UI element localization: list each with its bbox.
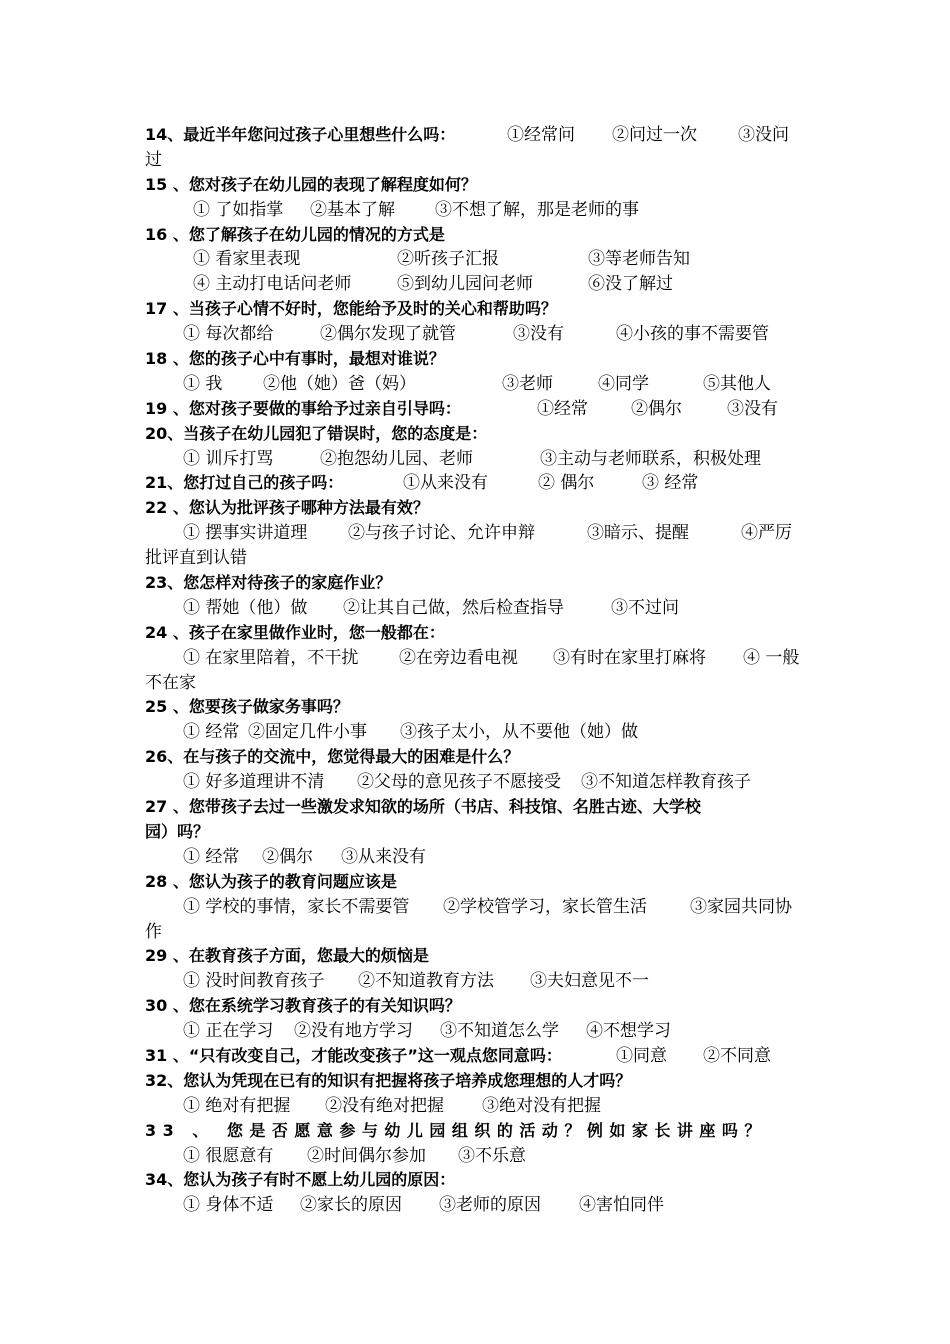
option: 不在家	[145, 672, 196, 693]
option: ②没有地方学习	[294, 1021, 413, 1042]
option: ④同学	[598, 373, 649, 394]
question-20-options	[145, 447, 810, 472]
option: ②让其自己做，然后检查指导	[343, 597, 564, 618]
question-15	[145, 173, 810, 198]
option: ③主动与老师联系，积极处理	[540, 448, 761, 469]
question-33	[145, 1119, 810, 1144]
option: ①同意	[616, 1045, 667, 1066]
question-30-text: 30 、您在系统学习教育孩子的有关知识吗？	[145, 996, 461, 1016]
question-19-text: 19 、您对孩子要做的事给予过亲自引导吗：	[145, 398, 461, 418]
option: ② 偶尔	[538, 473, 595, 494]
question-32-options	[145, 1094, 810, 1119]
question-29	[145, 944, 810, 969]
option: ③有时在家里打麻将	[553, 647, 706, 668]
question-27-options	[145, 845, 810, 870]
option: ②与孩子讨论、允许申辩	[348, 523, 535, 544]
question-16	[145, 223, 810, 248]
option: ②不知道教育方法	[358, 971, 494, 992]
question-22-wrap	[145, 546, 810, 571]
option: ① 每次都给	[183, 324, 274, 345]
option: ① 没时间教育孩子	[183, 971, 325, 992]
option: ①经常问	[507, 125, 575, 145]
question-16-text: 16 、您了解孩子在幼儿园的情况的方式是	[145, 224, 445, 244]
option: ③不知道怎样教育孩子	[581, 772, 751, 793]
option: ②父母的意见孩子不愿接受	[357, 772, 561, 793]
option: ① 绝对有把握	[183, 1095, 291, 1116]
option: ① 身体不适	[183, 1195, 274, 1216]
option: ① 训斥打骂	[183, 448, 274, 469]
question-32-text: 32、您认为凭现在已有的知识有把握将孩子培养成您理想的人才吗？	[145, 1070, 632, 1090]
question-22	[145, 496, 810, 521]
option: ②抱怨幼儿园、老师	[320, 448, 473, 469]
option: ③孩子太小，从不要他（她）做	[400, 722, 638, 743]
option: ④ 主动打电话问老师	[193, 274, 352, 295]
option: ②学校管学习，家长管生活	[443, 896, 647, 917]
question-17-options	[145, 322, 810, 347]
option: ① 经常	[183, 722, 240, 743]
option: ① 帮她（他）做	[183, 597, 308, 618]
question-20-text: 20、当孩子在幼儿园犯了错误时，您的态度是：	[145, 423, 488, 443]
question-14-wrap	[145, 148, 810, 173]
option: ②家长的原因	[300, 1195, 402, 1216]
option: ②偶尔发现了就管	[320, 324, 456, 345]
option: ②听孩子汇报	[397, 249, 499, 270]
option: ②基本了解	[310, 199, 395, 220]
option: ②偶尔	[631, 398, 682, 419]
question-21-text: 21、您打过自己的孩子吗：	[145, 473, 344, 493]
option: ① 我	[183, 373, 223, 394]
question-19	[145, 397, 810, 422]
question-15-text: 15 、您对孩子在幼儿园的表现了解程度如何？	[145, 174, 477, 194]
question-24-wrap	[145, 671, 810, 696]
question-16-options-b	[145, 272, 810, 297]
option: ②固定几件小事	[248, 722, 367, 743]
question-25-options	[145, 720, 810, 745]
question-17	[145, 297, 810, 322]
option: ① 很愿意有	[183, 1145, 274, 1166]
question-27-text: 27 、您带孩子去过一些激发求知欲的场所（书店、科技馆、名胜古迹、大学校	[145, 797, 701, 817]
question-26-text: 26、在与孩子的交流中，您觉得最大的困难是什么？	[145, 747, 520, 767]
option: ③不知道怎么学	[440, 1021, 559, 1042]
question-27	[145, 795, 810, 820]
option: ①经常	[537, 398, 588, 419]
option: ②问过一次	[612, 125, 697, 145]
option: ②不同意	[703, 1045, 771, 1066]
question-34-text: 34、您认为孩子有时不愿上幼儿园的原因：	[145, 1170, 456, 1190]
option: ④害怕同伴	[579, 1195, 664, 1216]
questionnaire-page	[145, 123, 810, 1218]
option: ① 在家里陪着，不干扰	[183, 647, 359, 668]
question-31-text: 31 、“只有改变自己，才能改变孩子”这一观点您同意吗：	[145, 1045, 562, 1065]
question-34-options	[145, 1193, 810, 1218]
option: 作	[145, 921, 162, 942]
option: ③老师	[502, 373, 553, 394]
question-22-options	[145, 521, 810, 546]
question-27-text-cont: 园）吗？	[145, 821, 210, 841]
question-27-wrap	[145, 820, 810, 845]
question-25	[145, 695, 810, 720]
question-18-options	[145, 372, 810, 397]
option: 过	[145, 149, 162, 170]
option: ③等老师告知	[588, 249, 690, 270]
question-28-wrap	[145, 920, 810, 945]
question-28-text: 28 、您认为孩子的教育问题应该是	[145, 871, 397, 891]
question-24	[145, 621, 810, 646]
question-18	[145, 347, 810, 372]
question-24-text: 24 、孩子在家里做作业时，您一般都在：	[145, 622, 445, 642]
option: ③不乐意	[458, 1145, 526, 1166]
option: ① 了如指掌	[193, 199, 284, 220]
option: ⑤其他人	[703, 373, 771, 394]
question-23-options	[145, 596, 810, 621]
question-29-text: 29 、在教育孩子方面，您最大的烦恼是	[145, 946, 429, 966]
option: ③没问	[738, 125, 789, 145]
question-21	[145, 471, 810, 496]
option: ③不想了解，那是老师的事	[435, 199, 639, 220]
question-33-options	[145, 1144, 810, 1169]
option: ① 经常	[183, 846, 240, 867]
question-33-text: 33 、 您是否愿意参与幼儿园组织的活动？例如家长讲座吗？	[145, 1120, 767, 1140]
question-23-text: 23、您怎样对待孩子的家庭作业？	[145, 573, 392, 593]
option: ②在旁边看电视	[399, 647, 518, 668]
question-14	[145, 123, 810, 148]
option: ③没有	[513, 324, 564, 345]
option: ③从来没有	[341, 846, 426, 867]
question-26	[145, 745, 810, 770]
option: ④不想学习	[586, 1021, 671, 1042]
option: ③绝对没有把握	[482, 1095, 601, 1116]
option: ③家园共同协	[690, 896, 792, 917]
option: ③夫妇意见不一	[530, 971, 649, 992]
option: ① 摆事实讲道理	[183, 523, 308, 544]
option: ③老师的原因	[439, 1195, 541, 1216]
question-15-options	[145, 198, 810, 223]
option: ②他（她）爸（妈）	[263, 373, 416, 394]
question-16-options-a	[145, 247, 810, 272]
question-32	[145, 1069, 810, 1094]
option: ③暗示、提醒	[587, 523, 689, 544]
option: ②时间偶尔参加	[307, 1145, 426, 1166]
question-22-text: 22 、您认为批评孩子哪种方法最有效？	[145, 498, 429, 518]
question-23	[145, 571, 810, 596]
option: ⑤到幼儿园问老师	[397, 274, 533, 295]
option: ③ 经常	[642, 473, 699, 494]
question-20	[145, 422, 810, 447]
option: 批评直到认错	[145, 548, 247, 569]
question-28-options	[145, 895, 810, 920]
question-17-text: 17 、当孩子心情不好时，您能给予及时的关心和帮助吗？	[145, 299, 557, 319]
question-28	[145, 870, 810, 895]
question-25-text: 25 、您要孩子做家务事吗？	[145, 697, 349, 717]
question-30	[145, 994, 810, 1019]
option: ① 正在学习	[183, 1021, 274, 1042]
option: ① 好多道理讲不清	[183, 772, 325, 793]
option: ③不过问	[611, 597, 679, 618]
question-14-text: 14、最近半年您问过孩子心里想些什么吗：	[145, 125, 456, 144]
option: ②偶尔	[262, 846, 313, 867]
option: ④小孩的事不需要管	[616, 324, 769, 345]
option: ④严厉	[741, 523, 792, 544]
question-31	[145, 1044, 810, 1069]
option: ②没有绝对把握	[325, 1095, 444, 1116]
option: ⑥没了解过	[588, 274, 673, 295]
question-24-options	[145, 646, 810, 671]
option: ③没有	[727, 398, 778, 419]
question-26-options	[145, 770, 810, 795]
option: ① 学校的事情，家长不需要管	[183, 896, 410, 917]
question-18-text: 18 、您的孩子心中有事时，最想对谁说？	[145, 349, 445, 369]
option: ①从来没有	[403, 473, 488, 494]
question-29-options	[145, 969, 810, 994]
option: ④ 一般	[743, 647, 800, 668]
question-30-options	[145, 1019, 810, 1044]
option: ① 看家里表现	[193, 249, 301, 270]
question-34	[145, 1168, 810, 1193]
